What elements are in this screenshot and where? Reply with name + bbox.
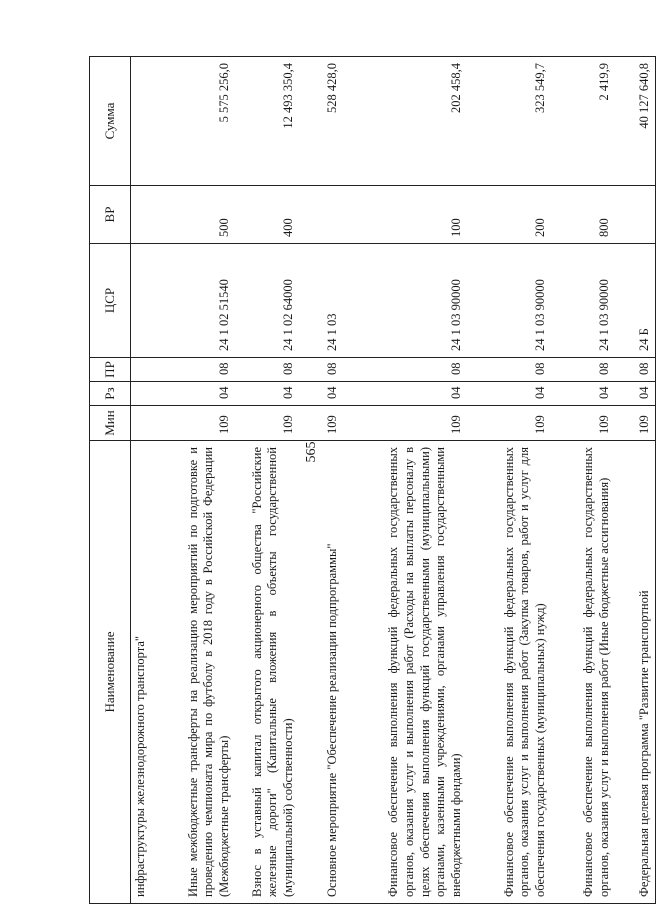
table-header-row bbox=[90, 57, 131, 904]
row-sum: 202 458,4 bbox=[344, 57, 468, 186]
row-name: инфраструктуры железнодорожного транспорта" bbox=[131, 441, 152, 904]
row-csr: 24 1 03 90000 bbox=[552, 244, 616, 358]
row-vr: 500 bbox=[152, 186, 236, 244]
row-sum: 12 493 350,4 bbox=[236, 57, 300, 186]
row-min: 109 bbox=[236, 406, 300, 441]
row-csr: 24 1 02 64000 bbox=[236, 244, 300, 358]
row-pr: 08 bbox=[552, 358, 616, 382]
row-csr: 24 1 03 90000 bbox=[468, 244, 552, 358]
row-name: Иные межбюджетные трансферты на реализацию мероприятий по подготовке и проведению чемпионата мира по футболу в 2018 году в Российской Федерации (Межбюджетные трансферты) bbox=[152, 441, 236, 904]
row-rz: 04 bbox=[344, 382, 468, 406]
row-pr: 08 bbox=[344, 358, 468, 382]
row-sum: 2 419,9 bbox=[552, 57, 616, 186]
row-vr: 100 bbox=[344, 186, 468, 244]
row-vr: 800 bbox=[552, 186, 616, 244]
row-pr: 08 bbox=[468, 358, 552, 382]
row-csr bbox=[131, 244, 152, 358]
header-rz: Рз bbox=[90, 382, 131, 406]
table-row bbox=[152, 57, 236, 904]
header-name: Наименование bbox=[90, 441, 131, 904]
header-vr: ВР bbox=[90, 186, 131, 244]
row-pr: 08 bbox=[616, 358, 656, 382]
row-min: 109 bbox=[552, 406, 616, 441]
row-pr: 08 bbox=[236, 358, 300, 382]
row-rz: 04 bbox=[300, 382, 344, 406]
table-row bbox=[131, 57, 152, 904]
header-csr: ЦСР bbox=[90, 244, 131, 358]
row-rz: 04 bbox=[616, 382, 656, 406]
row-rz: 04 bbox=[468, 382, 552, 406]
row-vr bbox=[131, 186, 152, 244]
row-name: Финансовое обеспечение выполнения функций федеральных государственных органов, оказания услуг и выполнения работ (Расходы на выплаты персоналу в целях обеспечения выполнения функций государственными (муниципальными) органами, казенными учреждениями, органами управления государственными внебюджетными фондами) bbox=[344, 441, 468, 904]
row-csr: 24 1 02 51540 bbox=[152, 244, 236, 358]
row-rz: 04 bbox=[152, 382, 236, 406]
table-row bbox=[468, 57, 552, 904]
row-pr bbox=[131, 358, 152, 382]
row-sum: 40 127 640,8 bbox=[616, 57, 656, 186]
row-vr bbox=[616, 186, 656, 244]
row-min: 109 bbox=[344, 406, 468, 441]
row-min: 109 bbox=[616, 406, 656, 441]
table-row bbox=[236, 57, 300, 904]
row-min: 109 bbox=[152, 406, 236, 441]
header-sum: Сумма bbox=[90, 57, 131, 186]
table-row bbox=[616, 57, 656, 904]
table-row bbox=[300, 57, 344, 904]
budget-table bbox=[89, 56, 656, 904]
row-name: Финансовое обеспечение выполнения функций федеральных государственных органов, оказания услуг и выполнения работ (Закупка товаров, работ и услуг для обеспечения государственных (муниципальных) нужд) bbox=[468, 441, 552, 904]
row-csr: 24 1 03 bbox=[300, 244, 344, 358]
row-min: 109 bbox=[468, 406, 552, 441]
row-min: 109 bbox=[300, 406, 344, 441]
row-sum: 323 549,7 bbox=[468, 57, 552, 186]
row-csr: 24 1 03 90000 bbox=[344, 244, 468, 358]
page-number: 565 bbox=[304, 441, 319, 463]
row-name: Взнос в уставный капитал открытого акционерного общества "Российские железные дороги" (Капитальные вложения в объекты государственной (муниципальной) собственности) bbox=[236, 441, 300, 904]
row-rz: 04 bbox=[552, 382, 616, 406]
table-row bbox=[552, 57, 616, 904]
row-rz: 04 bbox=[236, 382, 300, 406]
row-sum: 5 575 256,0 bbox=[152, 57, 236, 186]
row-vr: 400 bbox=[236, 186, 300, 244]
row-rz bbox=[131, 382, 152, 406]
row-pr: 08 bbox=[152, 358, 236, 382]
row-name: Основное мероприятие "Обеспечение реализации подпрограммы" bbox=[300, 441, 344, 904]
row-name: Финансовое обеспечение выполнения функций федеральных государственных органов, оказания услуг и выполнения работ (Иные бюджетные ассигнования) bbox=[552, 441, 616, 904]
row-vr bbox=[300, 186, 344, 244]
header-min: Мин bbox=[90, 406, 131, 441]
row-min bbox=[131, 406, 152, 441]
rotated-page-content bbox=[89, 57, 651, 904]
header-pr: ПР bbox=[90, 358, 131, 382]
row-sum: 528 428,0 bbox=[300, 57, 344, 186]
row-csr: 24 Б bbox=[616, 244, 656, 358]
table-row bbox=[344, 57, 468, 904]
row-vr: 200 bbox=[468, 186, 552, 244]
row-sum bbox=[131, 57, 152, 186]
row-pr: 08 bbox=[300, 358, 344, 382]
row-name: Федеральная целевая программа "Развитие транспортной bbox=[616, 441, 656, 904]
